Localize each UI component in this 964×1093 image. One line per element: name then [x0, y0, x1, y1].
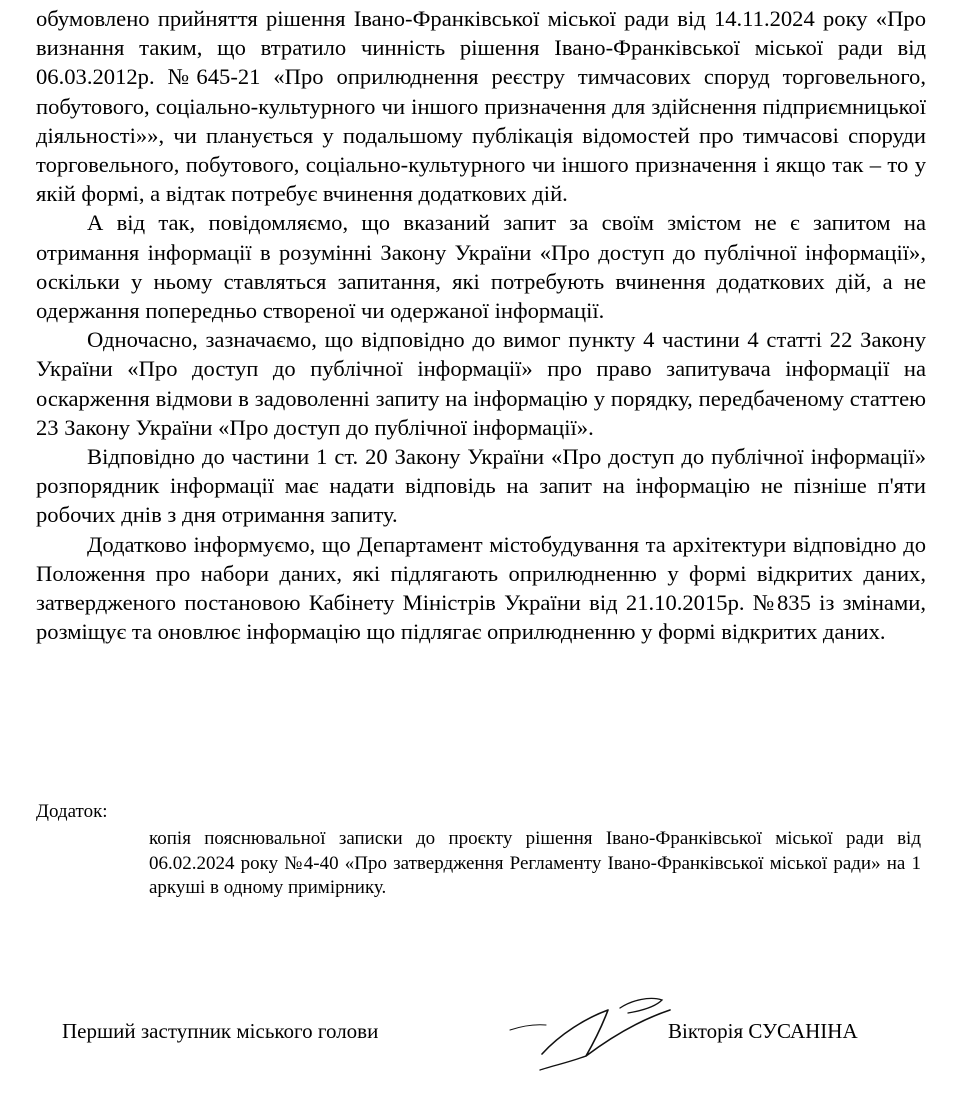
paragraph-open-data: Додатково інформуємо, що Департамент містобудування та архітектури відповідно до Положення про набори даних, які підлягають оприлюдненню у формі відкритих даних, затвердженого постановою Кабінету Міністрів України від 21.10.2015р. №835 із змінами, розміщує та оновлює інформацію що підлягає оприлюдненню у формі відкритих даних. — [36, 531, 926, 645]
signatory-position: Перший заступник міського голови — [62, 1019, 379, 1043]
letter-body — [36, 4, 926, 646]
attachment-text: копія пояснювальної записки до проєкту рішення Івано-Франківської міської ради від 06.02.2024 року №4-40 «Про затвердження Регламенту Івано-Франківської міської ради» на 1 аркуші в одному примірнику. — [149, 828, 921, 898]
paragraph-not-a-request: А від так, повідомляємо, що вказаний запит за своїм змістом не є запитом на отримання інформації в розумінні Закону України «Про доступ до публічної інформації», оскільки у ньому ставляться запитання, які потребують вчинення додаткових дій, а не одержання попередньо створеної чи одержаної інформації. — [36, 210, 926, 324]
paragraph-continuation: обумовлено прийняття рішення Івано-Франківської міської ради від 14.11.2024 року «Про визнання таким, що втратило чинність рішення Івано-Франківської міської ради від 06.03.2012р. №645-21 «Про оприлюднення реєстру тимчасових споруд торговельного, побутового, соціально-культурного чи іншого призначення для здійснення підприємницької діяльності»», чи планується у подальшому публікація відомостей про тимчасові споруди торговельного, побутового, соціально-культурного чи іншого призначення і якщо так – то у якій формі, а відтак потребує вчинення додаткових дій. — [36, 6, 926, 207]
attachment-label: Додаток: — [36, 801, 108, 822]
paragraph-right-to-appeal: Одночасно, зазначаємо, що відповідно до вимог пункту 4 частини 4 статті 22 Закону України «Про доступ до публічної інформації» про право запитувача інформації на оскарження відмови в задоволенні запиту на інформацію у порядку, передбаченому статтею 23 Закону України «Про доступ до публічної інформації». — [36, 327, 926, 440]
paragraph-response-deadline: Відповідно до частини 1 ст. 20 Закону України «Про доступ до публічної інформації» розпорядник інформації має надати відповідь на запит на інформацію не пізніше п'яти робочих днів з дня отримання запиту. — [36, 444, 926, 528]
signatory-name: Вікторія СУСАНІНА — [668, 1019, 858, 1043]
